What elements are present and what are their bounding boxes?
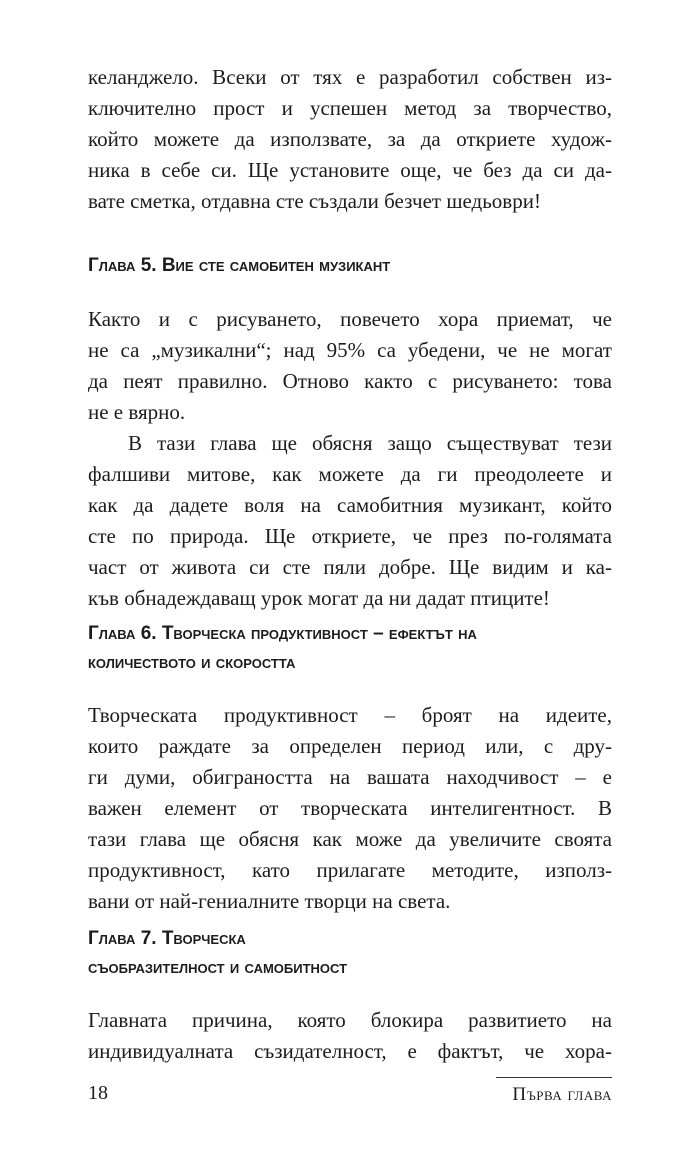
body-line: не е вярно. — [88, 400, 186, 424]
body-line: вани от най-гениалните творци на света. — [88, 889, 451, 913]
body-line: Както и с рисуването, повечето хора приемат, че — [88, 307, 612, 331]
page-number: 18 — [88, 1082, 108, 1104]
body-line: сте по природа. Ще откриете, че през по-голямата — [88, 524, 612, 548]
chapter-heading-7-cont: съобразителност и самобитност — [88, 957, 348, 978]
body-line: къв обнадеждаващ урок могат да ни дадат птиците! — [88, 586, 550, 610]
chapter-heading-5: Глава 5. Вие сте самобитен музикант — [88, 255, 391, 276]
running-footer-title: Първа глава — [512, 1084, 612, 1105]
body-line: ги думи, обиграността на вашата находчивост – е — [88, 765, 612, 789]
book-page — [88, 0, 612, 1166]
body-line: Главната причина, която блокира развитието на — [88, 1008, 612, 1032]
body-line: вате сметка, отдавна сте създали безчет шедьоври! — [88, 189, 541, 213]
body-line: тази глава ще обясня как може да увеличите своята — [88, 827, 612, 851]
body-line: ника в себе си. Ще установите още, че без да си да- — [88, 158, 612, 182]
body-line: продуктивност, като прилагате методите, използ- — [88, 858, 612, 882]
chapter-heading-6-cont: количеството и скоростта — [88, 652, 296, 673]
body-line: келанджело. Всеки от тях е разработил собствен из- — [88, 65, 612, 89]
body-line: който можете да използвате, за да откриете худож- — [88, 127, 612, 151]
chapter-heading-7: Глава 7. Творческа — [88, 928, 246, 949]
body-line: част от живота си сте пяли добре. Ще видим и ка- — [88, 555, 612, 579]
body-line: да пеят правилно. Отново както с рисуването: това — [88, 369, 612, 393]
body-line: Творческата продуктивност – броят на идеите, — [88, 703, 612, 727]
body-line: как да дадете воля на самобитния музикант, който — [88, 493, 612, 517]
body-line: които раждате за определен период или, с дру- — [88, 734, 612, 758]
body-line: В тази глава ще обясня защо съществуват тези — [128, 431, 612, 455]
chapter-heading-6: Глава 6. Творческа продуктивност – ефектът на — [88, 623, 477, 644]
body-line: важен елемент от творческата интелигентност. В — [88, 796, 612, 820]
footer-rule — [496, 1077, 612, 1078]
body-line: фалшиви митове, как можете да ги преодолеете и — [88, 462, 612, 486]
body-line: индивидуалната съзидателност, е фактът, че хора- — [88, 1039, 612, 1063]
body-line: не са „музикални“; над 95% са убедени, че не могат — [88, 338, 612, 362]
body-line: ключително прост и успешен метод за творчество, — [88, 96, 612, 120]
